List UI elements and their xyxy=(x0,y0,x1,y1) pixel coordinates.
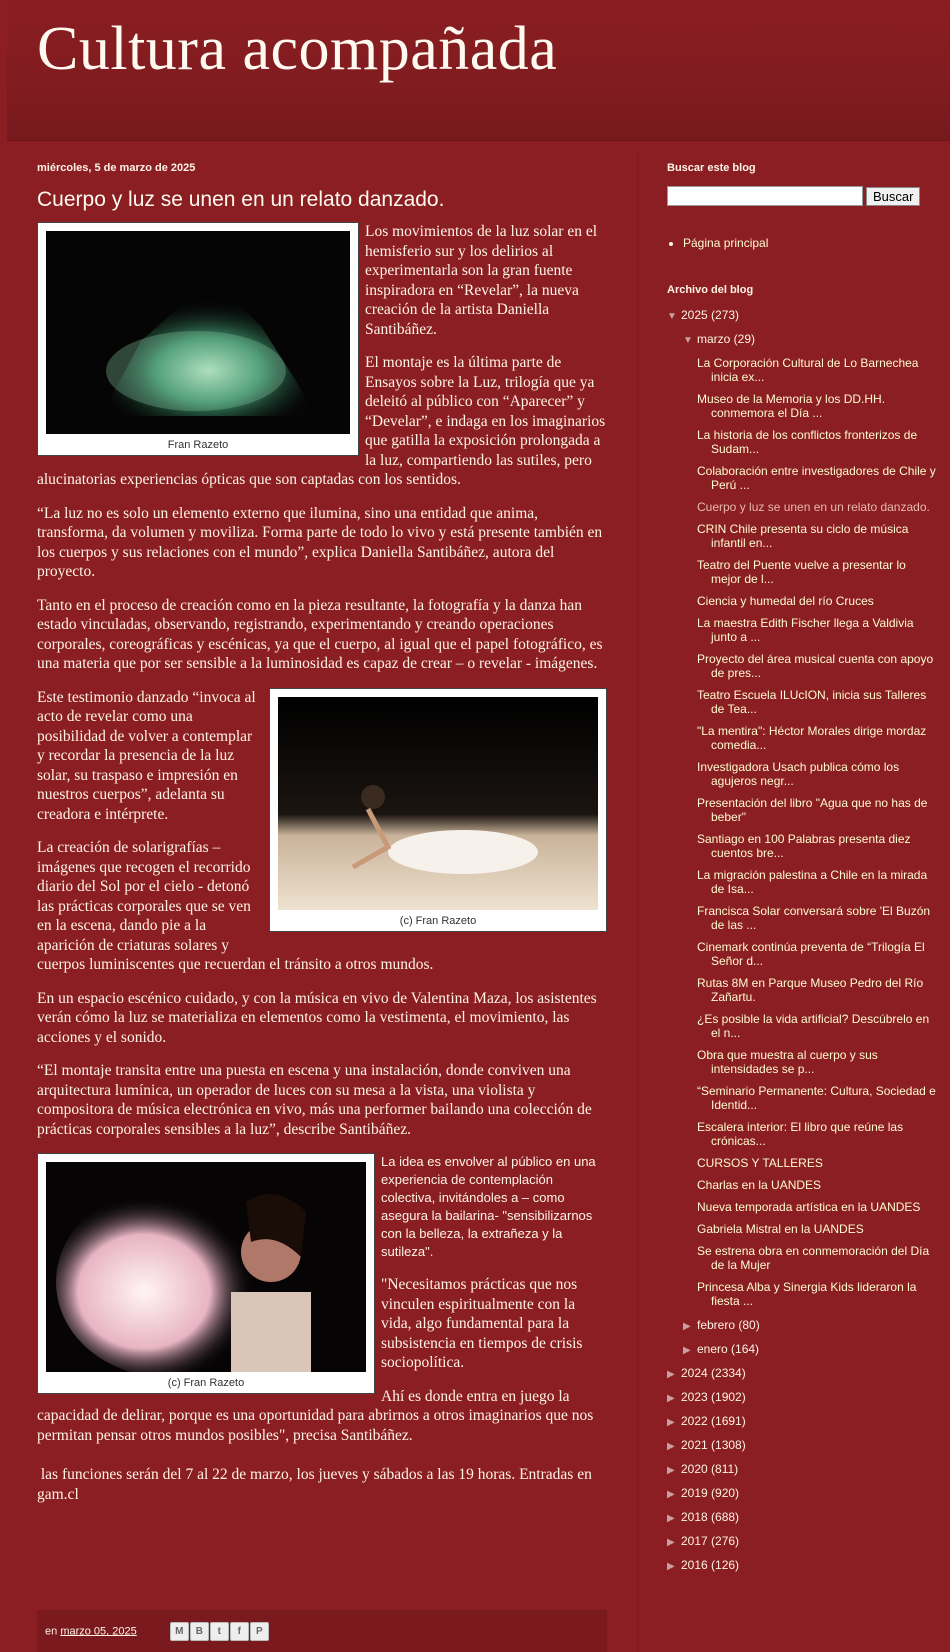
archive-year-item[interactable] xyxy=(667,1510,937,1524)
search-widget-title: Buscar este blog xyxy=(667,162,756,174)
archive-post-link[interactable]: Colaboración entre investigadores de Chile y Perú ... xyxy=(697,464,936,492)
triangle-right-icon[interactable]: ▶ xyxy=(667,1561,675,1572)
archive-post-link[interactable]: Francisca Solar conversará sobre 'El Buzón de las ... xyxy=(697,904,931,932)
archive-other-years xyxy=(667,1366,937,1572)
triangle-right-icon[interactable]: ▶ xyxy=(667,1465,675,1476)
archive-post-link[interactable]: Princesa Alba y Sinergia Kids lideraron la fiesta ... xyxy=(697,1280,917,1308)
photo-figure-1[interactable] xyxy=(37,222,359,456)
paragraph: las funciones serán del 7 al 22 de marzo, los jueves y sábados a las 19 horas. Entradas en gam.cl xyxy=(37,1466,596,1503)
triangle-down-icon[interactable]: ▼ xyxy=(683,335,693,346)
post-timestamp-link[interactable]: marzo 05, 2025 xyxy=(60,1625,137,1638)
archive-post-link[interactable]: Santiago en 100 Palabras presenta diez cuentos bre... xyxy=(697,832,911,860)
archive-year-item[interactable] xyxy=(667,1462,937,1476)
triangle-right-icon[interactable]: ▶ xyxy=(667,1489,675,1500)
archive-post-link[interactable]: Obra que muestra al cuerpo y sus intensidades se p... xyxy=(697,1048,878,1076)
archive-year-label[interactable]: 2021 (1308) xyxy=(681,1438,746,1452)
share-buttons xyxy=(170,1622,270,1641)
archive-month-label[interactable]: marzo (29) xyxy=(697,332,756,346)
archive-year-label[interactable]: 2016 (126) xyxy=(681,1558,740,1572)
post-column xyxy=(37,162,607,1518)
paragraph: "Necesitamos prácticas que nos vinculen espiritualmente con la vida, algo fundamental para la subsistencia en tiempos de crisis sociopolítica. xyxy=(381,1276,583,1371)
paragraph: Este testimonio danzado “invoca al acto de revelar como una posibilidad de volver a contemplar y recordar la presencia de la luz solar, su traspaso e impresión en nuestros cuerpos”, adelanta su creadora e intérprete. xyxy=(37,688,256,823)
footer-prefix: en xyxy=(45,1625,58,1638)
archive-year-label[interactable]: 2022 (1691) xyxy=(681,1414,746,1428)
paragraph: “La luz no es solo un elemento externo que ilumina, sino una entidad que anima, transforma, da volumen y moviliza. Forma parte de todo lo vivo y está presente también en los cuerpos y sus relaciones con el mundo”, explica Daniella Santibáñez, autora del proyecto. xyxy=(37,504,603,580)
photo-figure-3[interactable] xyxy=(37,1153,375,1394)
paragraph: La creación de solarigrafías – imágenes que recogen el recorrido diario del Sol por el cielo - detonó las prácticas corporales que se ven en la escena, dando pie a la aparición de criaturas solares y cuerpos luminiscentes que recuerdan el tránsito a otros mundos. xyxy=(37,839,434,973)
archive-post-link[interactable]: Escalera interior: El libro que reúne las crónicas... xyxy=(697,1120,904,1148)
archive-post-link[interactable]: “Seminario Permanente: Cultura, Sociedad e Identid... xyxy=(697,1084,936,1112)
archive-month-label[interactable]: febrero (80) xyxy=(697,1318,760,1332)
archive-year-item[interactable] xyxy=(667,1414,937,1428)
archive-post-link[interactable]: Proyecto del área musical cuenta con apoyo de pres... xyxy=(697,652,934,680)
photo-caption-1: Fran Razeto xyxy=(167,439,229,451)
triangle-right-icon[interactable]: ▶ xyxy=(667,1441,675,1452)
photo-dancer-crystals xyxy=(46,1162,366,1372)
paragraph: En un espacio escénico cuidado, y con la música en vivo de Valentina Maza, los asistentes verán cómo la luz se materializa en elementos como la vestimenta, el movimiento, las acciones y el sonido. xyxy=(37,989,597,1046)
archive-title: Archivo del blog xyxy=(667,284,754,296)
home-link[interactable]: Página principal xyxy=(683,236,769,250)
archive-month-item[interactable] xyxy=(683,1318,937,1332)
archive-post-link[interactable]: Teatro Escuela ILUcION, inicia sus Talleres de Tea... xyxy=(697,688,927,716)
archive-year-item[interactable] xyxy=(667,1438,937,1452)
archive-post-link[interactable]: Teatro del Puente vuelve a presentar lo mejor de l... xyxy=(697,558,906,586)
search-button[interactable]: Buscar xyxy=(866,187,920,206)
paragraph: Tanto en el proceso de creación como en la pieza resultante, la fotografía y la danza han estado vinculadas, observando, registrando, experimentando y creando operaciones corporales, coreográficas y escénicas, ya que el cuerpo, al igual que el papel fotográfico, es una materia que por ser sensible a la luminosidad es capaz de crear – o revelar - imágenes. xyxy=(37,596,603,672)
archive-month-label[interactable]: enero (164) xyxy=(697,1342,760,1356)
archive-post-link[interactable]: ¿Es posible la vida artificial? Descúbrelo en el n... xyxy=(697,1012,930,1040)
archive-post-link[interactable]: Museo de la Memoria y los DD.HH. conmemora el Día ... xyxy=(697,392,886,420)
blog-share-icon[interactable]: B xyxy=(190,1622,209,1641)
sidebar xyxy=(667,162,937,1582)
archive-post-link[interactable]: La migración palestina a Chile en la mirada de Isa... xyxy=(697,868,928,896)
column-divider xyxy=(637,150,638,1652)
archive-post-link[interactable]: Rutas 8M en Parque Museo Pedro del Río Zañartu. xyxy=(697,976,924,1004)
archive-post-link[interactable]: Nueva temporada artística en la UANDES xyxy=(697,1200,921,1214)
triangle-down-icon[interactable]: ▼ xyxy=(667,311,677,322)
archive-post-link[interactable]: Se estrena obra en conmemoración del Día de la Mujer xyxy=(697,1244,930,1272)
archive-year-item[interactable] xyxy=(667,1558,937,1572)
post-footer xyxy=(37,1610,607,1652)
search-input[interactable] xyxy=(667,186,863,206)
triangle-right-icon[interactable]: ▶ xyxy=(667,1369,675,1380)
archive-post-link[interactable]: La historia de los conflictos fronterizos de Sudam... xyxy=(697,428,918,456)
archive-post-link[interactable]: CURSOS Y TALLERES xyxy=(697,1156,823,1170)
paragraph: El montaje es la última parte de Ensayos sobre la Luz, trilogía que ya deleitó al público con “Aparecer” y “Develar”, e indaga en los imaginarios que gatilla la exposición prolongada a la luz, compartiendo las sutiles, pero alucinatorias experiencias ópticas que son captadas con los sentidos. xyxy=(37,354,606,488)
photo-dancer-floor xyxy=(278,697,598,910)
photo-figure-2[interactable] xyxy=(269,688,607,932)
archive-year-label[interactable]: 2020 (811) xyxy=(681,1462,739,1476)
archive-post-link[interactable]: La Corporación Cultural de Lo Barnechea inicia ex... xyxy=(697,356,919,384)
paragraph: Ahí es donde entra en juego la capacidad de delirar, porque es una oportunidad para abrirnos a otros imaginarios que nos permitan pensar otros mundos posibles", precisa Santibáñez. xyxy=(37,1387,594,1444)
triangle-right-icon[interactable]: ▶ xyxy=(667,1537,675,1548)
triangle-right-icon[interactable]: ▶ xyxy=(683,1345,691,1356)
triangle-right-icon[interactable]: ▶ xyxy=(683,1321,691,1332)
archive-month-marzo[interactable] xyxy=(683,332,937,346)
archive-year-item[interactable] xyxy=(667,1486,937,1500)
archive-other-months xyxy=(667,1318,937,1356)
post-date: miércoles, 5 de marzo de 2025 xyxy=(37,162,196,174)
photo-caption-2: (c) Fran Razeto xyxy=(399,914,477,927)
archive-year-label[interactable]: 2024 (2334) xyxy=(681,1366,746,1380)
archive-post-link[interactable]: Cinemark continúa preventa de “Trilogía El Señor d... xyxy=(697,940,925,968)
pages-list-item xyxy=(683,236,937,250)
twitter-share-icon[interactable]: t xyxy=(210,1622,229,1641)
facebook-share-icon[interactable]: f xyxy=(230,1622,249,1641)
pinterest-share-icon[interactable]: P xyxy=(250,1622,269,1641)
email-share-icon[interactable]: M xyxy=(170,1622,189,1641)
archive-year-item[interactable] xyxy=(667,1390,937,1404)
post-title[interactable]: Cuerpo y luz se unen en un relato danzado. xyxy=(37,188,445,211)
blog-archive xyxy=(667,284,937,1572)
archive-year-item[interactable] xyxy=(667,1366,937,1380)
archive-post-link[interactable]: Cuerpo y luz se unen en un relato danzado. xyxy=(697,500,930,514)
archive-year-label[interactable]: 2025 (273) xyxy=(681,308,740,322)
archive-post-link[interactable]: Investigadora Usach publica cómo los agujeros negr... xyxy=(697,760,900,788)
post-body xyxy=(37,222,607,1504)
archive-year-label[interactable]: 2018 (688) xyxy=(681,1510,740,1524)
archive-year-label[interactable]: 2019 (920) xyxy=(681,1486,740,1500)
blog-title[interactable]: Cultura acompañada xyxy=(37,15,558,83)
archive-post-link[interactable]: Gabriela Mistral en la UANDES xyxy=(697,1222,864,1236)
pages-list xyxy=(667,236,937,250)
archive-year-label[interactable]: 2023 (1902) xyxy=(681,1390,746,1404)
archive-post-list xyxy=(697,356,937,1308)
archive-post-link[interactable]: "La mentira": Héctor Morales dirige mordaz comedia... xyxy=(697,724,927,752)
archive-post-link[interactable]: Ciencia y humedal del río Cruces xyxy=(697,594,874,608)
paragraph: La idea es envolver al público en una experiencia de contemplación colectiva, invitándoles a – como asegura la bailarina- "sensibilizarnos con la belleza, la extrañeza y la sutileza". xyxy=(381,1154,596,1259)
paragraph: Los movimientos de la luz solar en el hemisferio sur y los delirios al experimentarla son la gran fuente inspiradora en “Revelar”, la nueva creación de la artista Daniella Santibáñez. xyxy=(365,223,598,338)
triangle-right-icon[interactable]: ▶ xyxy=(667,1417,675,1428)
archive-year-item[interactable] xyxy=(667,1534,937,1548)
archive-year-2025[interactable] xyxy=(667,308,937,322)
paragraph: “El montaje transita entre una puesta en escena y una instalación, donde conviven una arquitectura lumínica, un operador de luces con su mesa a la vista, una violista y compositora de música electrónica en vivo, más una performer bailando una colección de prácticas corporales sensibles a la luz”, describe Santibáñez. xyxy=(37,1062,592,1138)
triangle-right-icon[interactable]: ▶ xyxy=(667,1393,675,1404)
archive-post-link[interactable]: CRIN Chile presenta su ciclo de música infantil en... xyxy=(697,522,909,550)
blog-header xyxy=(7,0,950,141)
search-form xyxy=(667,186,937,206)
archive-post-link[interactable]: La maestra Edith Fischer llega a Valdivia junto a ... xyxy=(697,616,914,644)
archive-post-link[interactable]: Presentación del libro "Agua que no has de beber" xyxy=(697,796,928,824)
archive-month-item[interactable] xyxy=(683,1342,937,1356)
archive-post-link[interactable]: Charlas en la UANDES xyxy=(697,1178,822,1192)
photo-caption-3: (c) Fran Razeto xyxy=(167,1377,245,1389)
photo-crystal-sculpture xyxy=(46,231,350,434)
archive-year-label[interactable]: 2017 (276) xyxy=(681,1534,740,1548)
triangle-right-icon[interactable]: ▶ xyxy=(667,1513,675,1524)
